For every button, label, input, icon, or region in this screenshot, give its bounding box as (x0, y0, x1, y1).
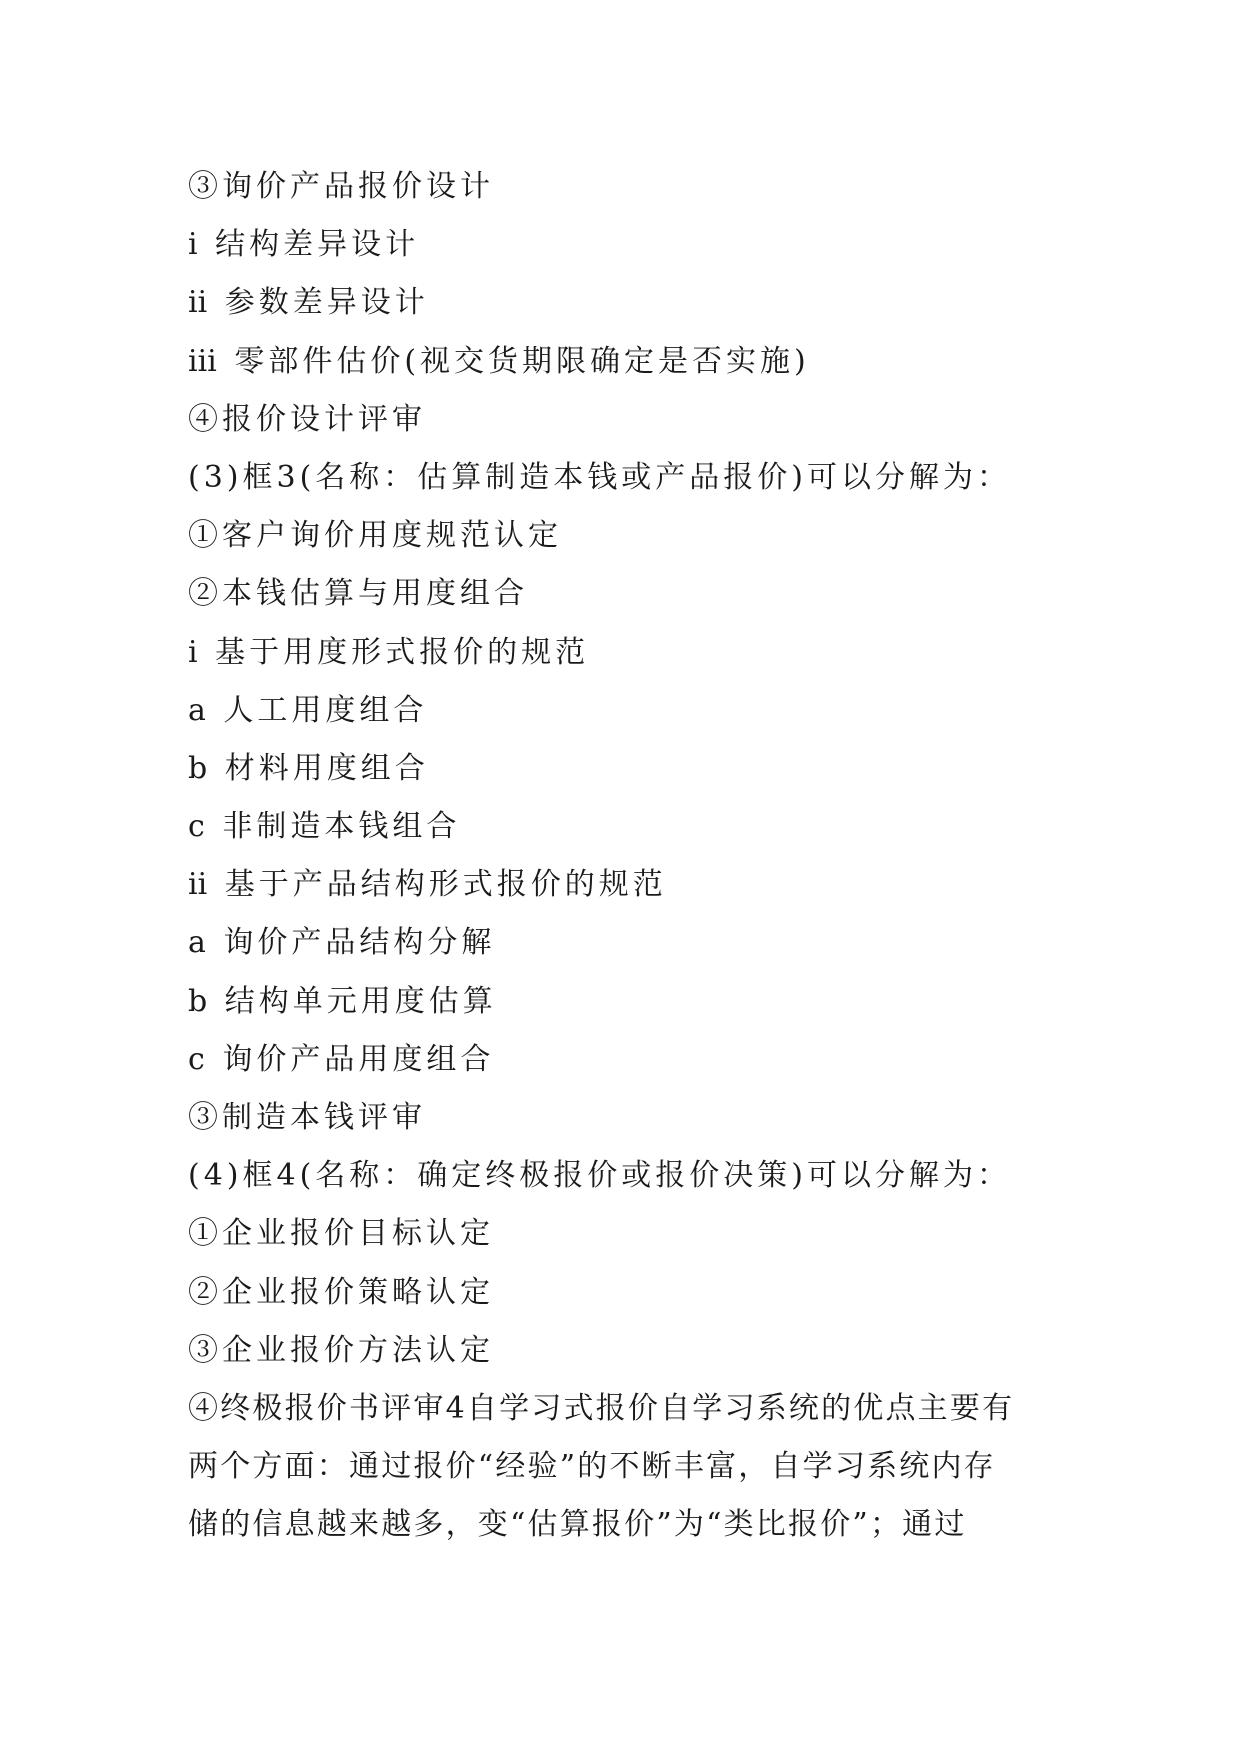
list-item-structure-difference-design: ⅰ 结构差异设计 (188, 227, 420, 263)
list-item-labor-cost: a 人工用度组合 (188, 692, 428, 728)
list-item-customer-inquiry-cost-spec: ①客户询价用度规范认定 (188, 518, 562, 554)
list-item-quote-method: ③企业报价方法认定 (188, 1332, 494, 1368)
list-item-inquiry-product-quote-design: ③询价产品报价设计 (188, 169, 494, 204)
list-item-manufacturing-cost-review: ③制造本钱评审 (188, 1100, 426, 1135)
list-item-quote-strategy: ②企业报价策略认定 (188, 1274, 494, 1310)
document-body (188, 158, 1060, 1555)
list-item-cost-form-spec: ⅰ 基于用度形式报价的规范 (188, 634, 590, 670)
paragraph-line-3: 储的信息越来越多，变“估算报价”为“类比报价”；通过 (188, 1507, 967, 1543)
paragraph-line-1: ④终极报价书评审4自学习式报价自学习系统的优点主要有 (188, 1390, 1015, 1426)
list-item-product-structure-spec: ⅱ 基于产品结构形式报价的规范 (188, 867, 667, 903)
list-item-product-cost-combination: c 询价产品用度组合 (188, 1041, 495, 1077)
section-heading-box-3: (3)框3(名称：估算制造本钱或产品报价)可以分解为： (188, 459, 1011, 495)
list-item-component-estimate: ⅲ 零部件估价(视交货期限确定是否实施) (188, 343, 810, 379)
list-item-quote-target: ①企业报价目标认定 (188, 1216, 494, 1252)
list-item-cost-estimate-combination: ②本钱估算与用度组合 (188, 576, 528, 612)
list-item-unit-cost-estimate: b 结构单元用度估算 (188, 983, 497, 1019)
list-item-non-manufacturing-cost: c 非制造本钱组合 (188, 809, 461, 845)
section-heading-box-4: (4)框4(名称：确定终极报价或报价决策)可以分解为： (188, 1158, 1011, 1194)
paragraph-line-2: 两个方面：通过报价“经验”的不断丰富，自学习系统内存 (188, 1449, 996, 1485)
list-item-quote-design-review: ④报价设计评审 (188, 401, 426, 437)
list-item-structure-decomposition: a 询价产品结构分解 (188, 925, 496, 961)
list-item-parameter-difference-design: ⅱ 参数差异设计 (188, 285, 429, 321)
list-item-material-cost: b 材料用度组合 (188, 750, 429, 786)
